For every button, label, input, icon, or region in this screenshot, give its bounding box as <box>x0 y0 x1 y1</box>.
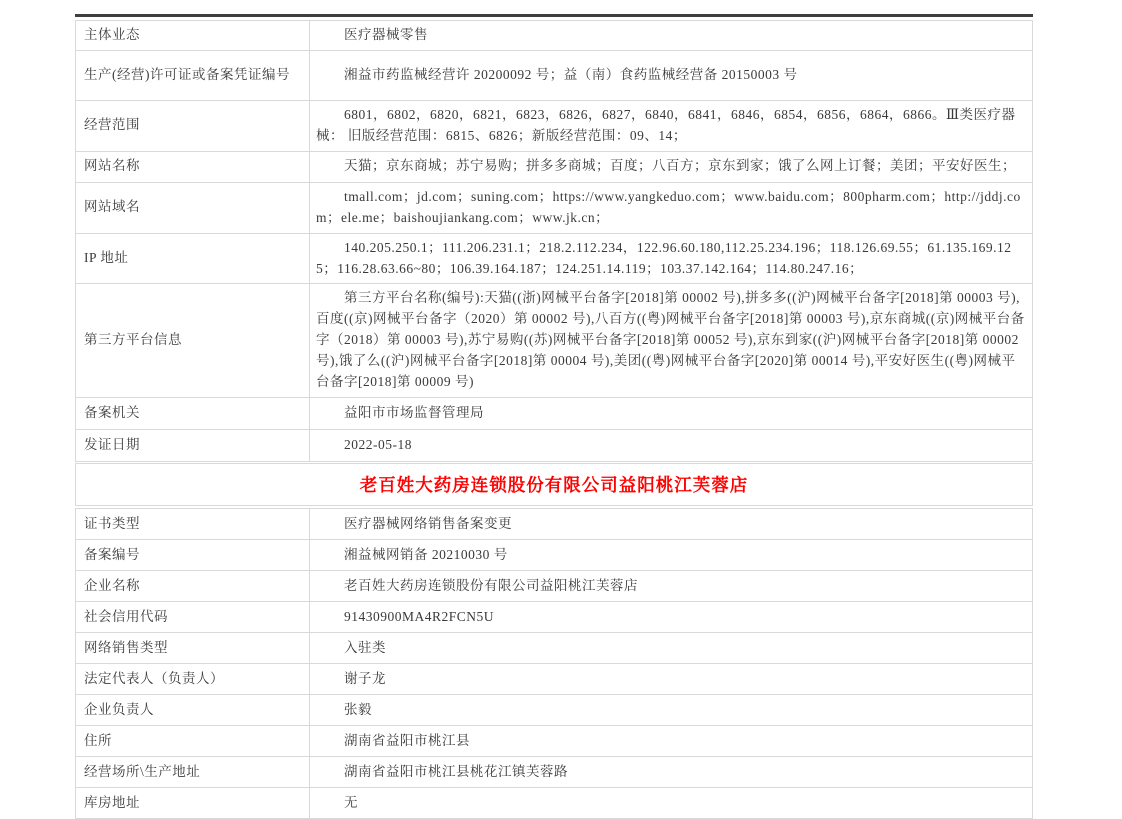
field-label: 备案机关 <box>76 398 310 430</box>
field-label: 备案编号 <box>76 540 310 571</box>
table-row <box>76 50 1033 100</box>
field-label: 生产(经营)许可证或备案凭证编号 <box>76 50 310 100</box>
company-title: 老百姓大药房连锁股份有限公司益阳桃江芙蓉店 <box>359 475 749 496</box>
table-row <box>76 21 1033 51</box>
field-label: 经营场所\生产地址 <box>76 757 310 788</box>
company-title-band <box>75 463 1033 506</box>
field-value: 湘益市药监械经营许 20200092 号；益（南）食药监械经营备 20150003 号 <box>310 50 1033 100</box>
table-row <box>76 284 1033 398</box>
field-label: 发证日期 <box>76 430 310 462</box>
field-value: 天猫；京东商城；苏宁易购；拼多多商城；百度；八百方；京东到家；饿了么网上订餐；美团；平安好医生； <box>310 151 1033 182</box>
field-label: 企业负责人 <box>76 695 310 726</box>
table-row <box>76 100 1033 151</box>
field-label: 主体业态 <box>76 21 310 51</box>
table-row <box>76 571 1033 602</box>
record-table <box>75 20 1033 462</box>
field-label: 库房地址 <box>76 788 310 819</box>
field-label: 网站域名 <box>76 182 310 233</box>
table-row <box>76 664 1033 695</box>
top-divider-bar <box>75 14 1033 17</box>
field-value: 老百姓大药房连锁股份有限公司益阳桃江芙蓉店 <box>310 571 1033 602</box>
field-value: 湖南省益阳市桃江县桃花江镇芙蓉路 <box>310 757 1033 788</box>
table-row <box>76 182 1033 233</box>
table-row <box>76 726 1033 757</box>
table-row <box>76 509 1033 540</box>
field-label: 住所 <box>76 726 310 757</box>
field-value: 张毅 <box>310 695 1033 726</box>
field-value: 医疗器械零售 <box>310 21 1033 51</box>
table-row <box>76 633 1033 664</box>
table-row <box>76 430 1033 462</box>
field-label: IP 地址 <box>76 233 310 284</box>
record-sheet <box>75 14 1033 819</box>
field-value: 140.205.250.1；111.206.231.1；218.2.112.234，122.96.60.180,112.25.234.196；118.126.69.55；61.135.169.125；116.28.63.66~80；106.39.164.187；124.251.14.119；103.37.142.164；114.80.247.16； <box>310 233 1033 284</box>
field-label: 网站名称 <box>76 151 310 182</box>
field-label: 法定代表人（负责人） <box>76 664 310 695</box>
table-row <box>76 151 1033 182</box>
field-label: 网络销售类型 <box>76 633 310 664</box>
field-value: 谢子龙 <box>310 664 1033 695</box>
field-label: 第三方平台信息 <box>76 284 310 398</box>
field-value: 入驻类 <box>310 633 1033 664</box>
table-row <box>76 233 1033 284</box>
table-row <box>76 788 1033 819</box>
table-row <box>76 540 1033 571</box>
certificate-table <box>75 508 1033 819</box>
field-value: 湖南省益阳市桃江县 <box>310 726 1033 757</box>
field-label: 证书类型 <box>76 509 310 540</box>
field-value: 无 <box>310 788 1033 819</box>
field-value: 第三方平台名称(编号):天猫((浙)网械平台备字[2018]第 00002 号),拼多多((沪)网械平台备字[2018]第 00003 号),百度((京)网械平台备字（2020）第 00002 号),八百方((粤)网械平台备字[2018]第 00003 号),京东商城((京)网械平台备字（2018）第 00003 号),苏宁易购((苏)网械平台备字[2018]第 00052 号),京东到家((沪)网械平台备字[2018]第 00002 号),饿了么((沪)网械平台备字[2018]第 00004 号),美团((粤)网械平台备字[2020]第 00014 号),平安好医生((粤)网械平台备字[2018]第 00009 号) <box>310 284 1033 398</box>
table-row <box>76 602 1033 633</box>
field-label: 经营范围 <box>76 100 310 151</box>
field-value: tmall.com；jd.com；suning.com；https://www.yangkeduo.com；www.baidu.com；800pharm.com；http://jddj.com；ele.me；baishoujiankang.com；www.jk.cn； <box>310 182 1033 233</box>
field-label: 企业名称 <box>76 571 310 602</box>
field-value: 6801，6802，6820，6821，6823，6826，6827，6840，6841，6846，6854，6856，6864，6866。Ⅲ类医疗器械： 旧版经营范围：6815、6826；新版经营范围：09、14； <box>310 100 1033 151</box>
field-value: 湘益械网销备 20210030 号 <box>310 540 1033 571</box>
field-value: 91430900MA4R2FCN5U <box>310 602 1033 633</box>
table-row <box>76 757 1033 788</box>
table-row <box>76 695 1033 726</box>
field-value: 2022-05-18 <box>310 430 1033 462</box>
field-label: 社会信用代码 <box>76 602 310 633</box>
table-row <box>76 398 1033 430</box>
field-value: 益阳市市场监督管理局 <box>310 398 1033 430</box>
field-value: 医疗器械网络销售备案变更 <box>310 509 1033 540</box>
